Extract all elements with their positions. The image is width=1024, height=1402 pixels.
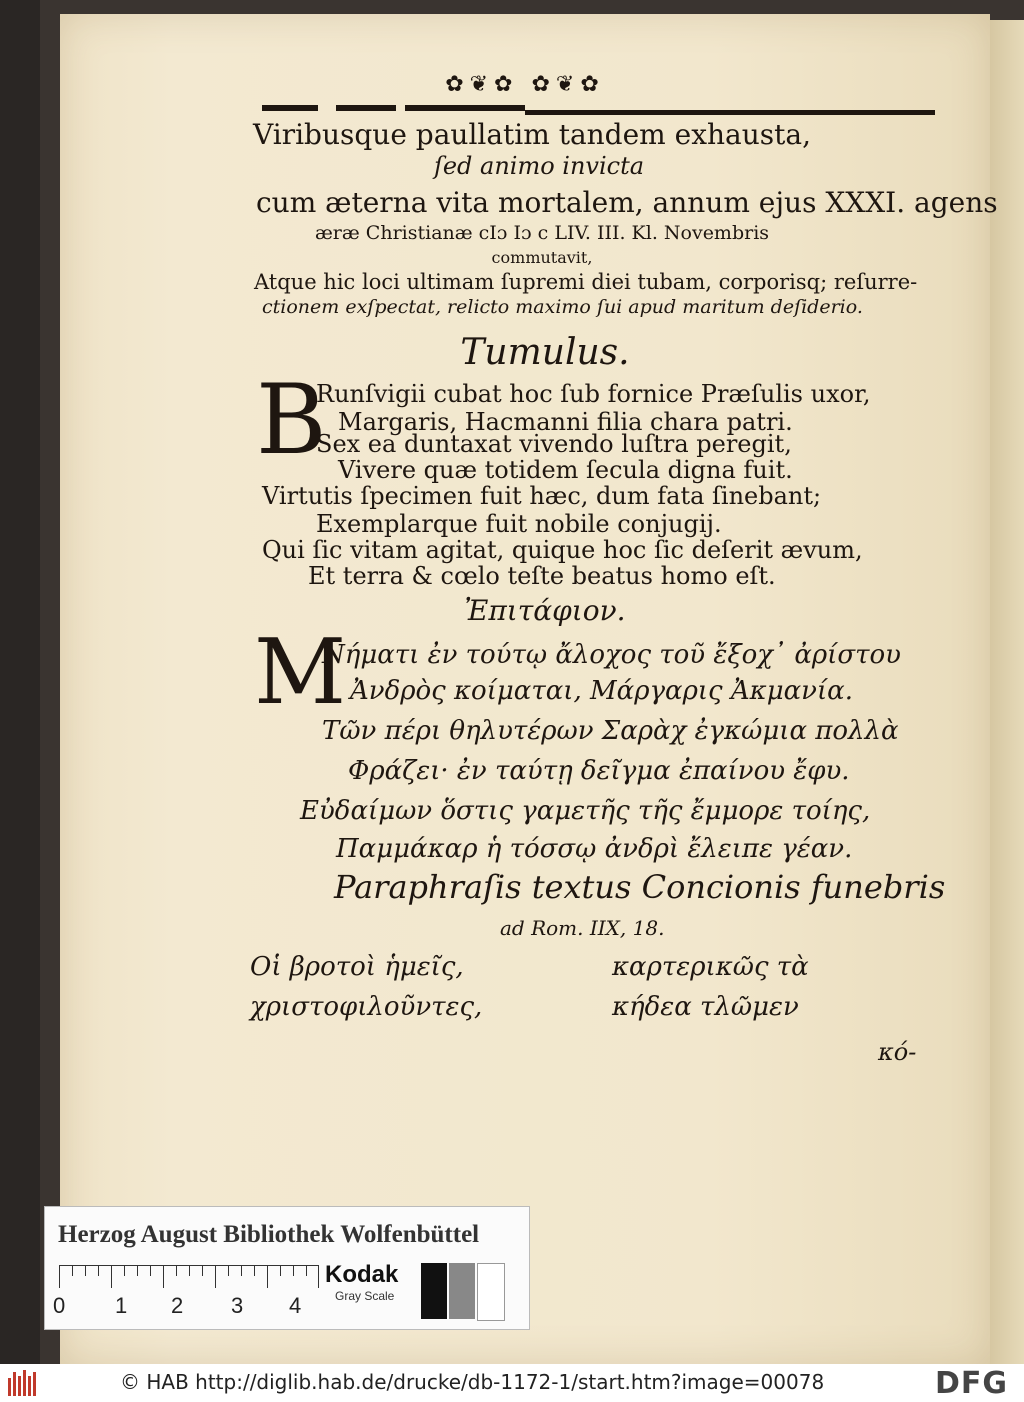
- ruler-number: 2: [171, 1293, 184, 1318]
- ruler-number: 4: [289, 1293, 302, 1318]
- body-line-7: ctionem exſpectat, relicto maximo ſui apud maritum deſiderio.: [262, 296, 863, 318]
- ruler-number: 3: [231, 1293, 244, 1318]
- body-line-6: Atque hic loci ultimam ſupremi diei tubam, corporisq; reſurre-: [254, 270, 918, 294]
- footer-url[interactable]: © HAB http://diglib.hab.de/drucke/db-1172-1/start.htm?image=00078: [120, 1370, 825, 1394]
- tumulus-line-8: Et terra & cœlo teſte beatus homo eſt.: [308, 562, 776, 590]
- epitaph-heading: Ἐπιτάφιον.: [464, 594, 626, 627]
- tumulus-heading: Tumulus.: [460, 332, 630, 373]
- paraphrasis-reference: ad Rom. IIX, 18.: [500, 916, 665, 940]
- body-line-4: æræ Christianæ cIɔ Iɔ c LIV. III. Kl. Novembris: [314, 222, 770, 244]
- rule-segment: [336, 105, 396, 111]
- paraphrasis-left-2: χριστοφιλοῦντες,: [250, 992, 483, 1022]
- epitaph-dropcap: M: [254, 620, 347, 725]
- kodak-logo: Kodak: [325, 1261, 399, 1288]
- ruler: [59, 1265, 319, 1288]
- rule-segment: [405, 105, 525, 111]
- swatch-gray: [449, 1263, 475, 1319]
- tumulus-line-2: Margaris, Hacmanni filia chara patri.: [338, 408, 793, 436]
- body-line-2: ſed animo invicta: [433, 152, 645, 180]
- tumulus-line-1: Runſvigii cubat hoc ſub fornice Præſulis uxor,: [316, 380, 871, 408]
- hab-logo-icon: [8, 1370, 40, 1396]
- tumulus-dropcap: B: [256, 364, 327, 476]
- gray-scale-label: Gray Scale: [335, 1289, 395, 1303]
- rule-segment: [262, 105, 318, 111]
- catchword: κό-: [878, 1038, 917, 1066]
- greek-line-6: Παμμάκαρ ἡ τόσσῳ ἀνδρὶ ἔλειπε γέαν.: [336, 834, 853, 864]
- body-line-1: Viribusque paullatim tandem exhausta,: [253, 118, 811, 151]
- greek-line-5: Εὐδαίμων ὅστις γαμετῆς τῆς ἔμμορε τοίης,: [300, 796, 871, 826]
- rule-segment: [525, 110, 935, 115]
- paraphrasis-left-1: Οἱ βροτοὶ ἡμεῖς,: [250, 952, 464, 982]
- swatch-white: [477, 1263, 505, 1321]
- tumulus-line-7: Qui ſic vitam agitat, quique hoc ſic deſerit ævum,: [262, 536, 863, 564]
- body-line-3: cum æterna vita mortalem, annum ejus XXXI. agens: [256, 186, 998, 219]
- greek-line-1: Νήματι ἐν τούτῳ ἄλοχος τοῦ ἔξοχ᾽ ἀρίστου: [322, 640, 901, 670]
- color-scale-card: [44, 1206, 530, 1330]
- swatch-black: [421, 1263, 447, 1319]
- ruler-number: 1: [115, 1293, 128, 1318]
- paraphrasis-heading: Paraphraſis textus Concionis funebris: [334, 868, 946, 906]
- footer-bar: [0, 1364, 1024, 1402]
- greek-line-4: Φράζει· ἐν ταύτῃ δεῖγμα ἐπαίνου ἔφυ.: [348, 756, 850, 786]
- paraphrasis-right-1: καρτερικῶς τὰ: [612, 952, 809, 982]
- tumulus-line-5: Virtutis ſpecimen fuit hæc, dum fata ſinebant;: [262, 482, 822, 510]
- tumulus-line-3: Sex ea duntaxat vivendo luſtra peregit,: [316, 430, 792, 458]
- paraphrasis-right-2: κήδεα τλῶμεν: [612, 992, 799, 1022]
- body-line-5: commutavit,: [491, 248, 593, 267]
- greek-line-3: Τῶν πέρι θηλυτέρων Σαρὰχ ἐγκώμια πολλὰ: [322, 716, 899, 746]
- tumulus-line-4: Vivere quæ totidem ſecula digna fuit.: [338, 456, 793, 484]
- tumulus-line-6: Exemplarque fuit nobile conjugij.: [316, 510, 722, 538]
- library-name: Herzog August Bibliothek Wolfenbüttel: [58, 1221, 480, 1248]
- dfg-logo: DFG: [935, 1366, 1009, 1401]
- ruler-number: 0: [53, 1293, 66, 1318]
- greek-line-2: Ἀνδρὸς κοίμαται, Μάργαρις Ἀκμανία.: [350, 676, 853, 706]
- ornament-header: ✿❦✿ ✿❦✿: [445, 72, 605, 97]
